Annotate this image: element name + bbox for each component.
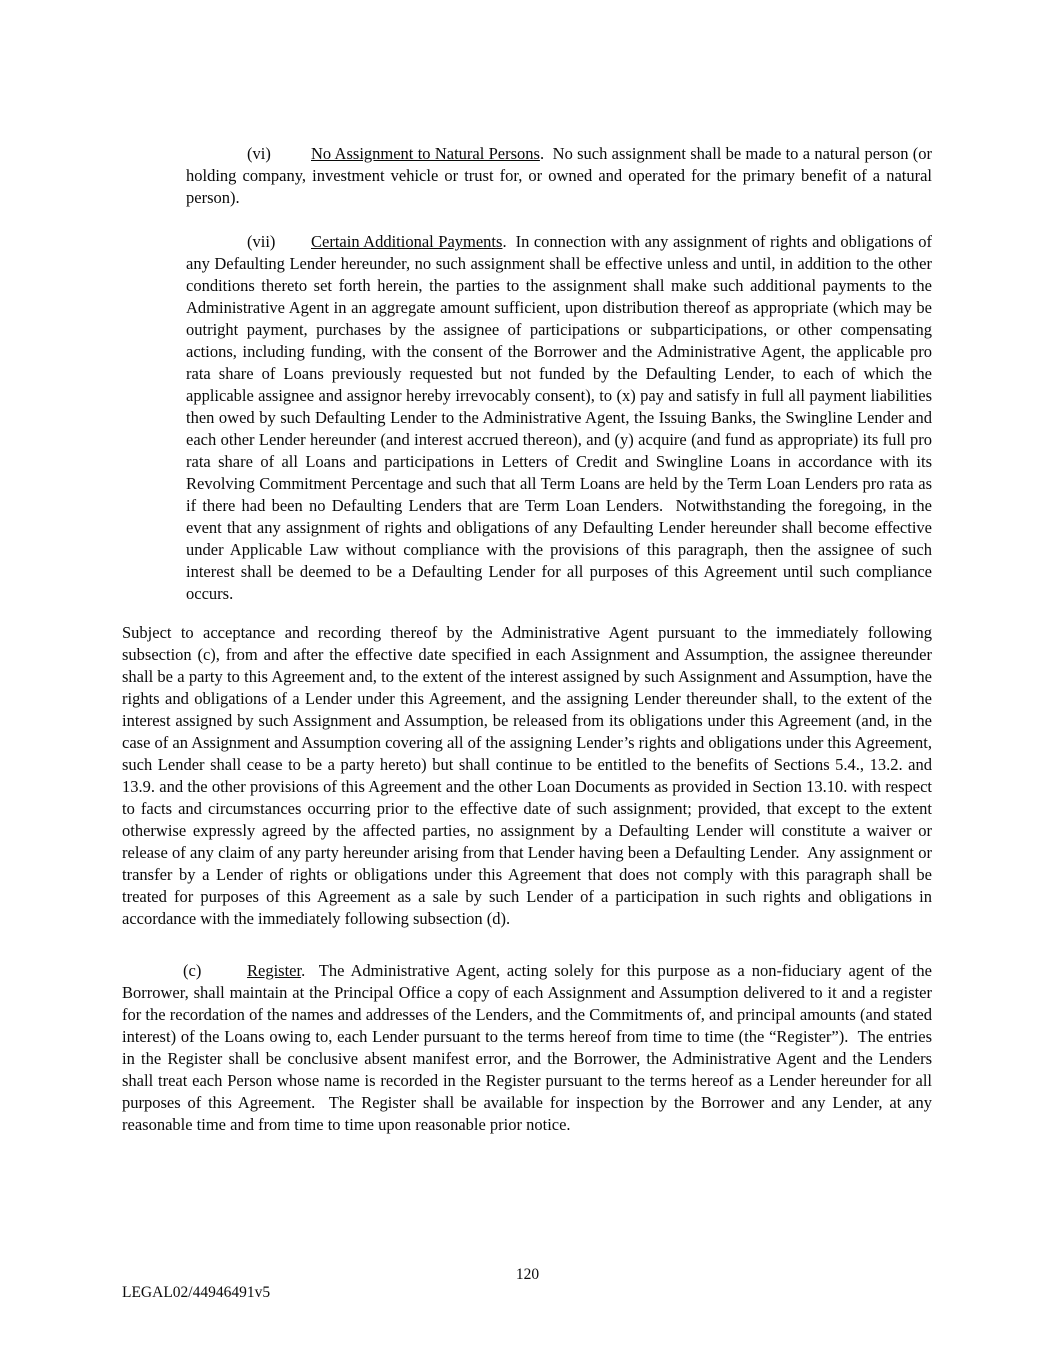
paragraph-c-label: (c) <box>183 961 202 980</box>
paragraph-vi-label: (vi) <box>247 144 271 163</box>
paragraph-c <box>122 960 932 1136</box>
page-number: 120 <box>515 1266 540 1283</box>
paragraph-vi-text: . No such assignment shall be made to a natural person (or holding company, investment vehicle or trust for, or owned and operated for the primary benefit of a natural person). <box>186 144 932 207</box>
page-body <box>122 143 932 1136</box>
paragraph-c-heading: Register <box>247 961 302 980</box>
paragraph-vii <box>186 231 932 605</box>
paragraph-vii-heading: Certain Additional Payments <box>311 232 503 251</box>
paragraph-c-text: . The Administrative Agent, acting solely for this purpose as a non-fiduciary agent of the Borrower, shall maintain at the Principal Office a copy of each Assignment and Assumption delivered to it and a register for the recordation of the names and addresses of the Lenders, and the Commitments of, and principal amounts (and stated interest) of the Loans owing to, each Lender pursuant to the terms hereof from time to time (the “Register”). The entries in the Register shall be conclusive absent manifest error, and the Borrower, the Administrative Agent and the Lenders shall treat each Person whose name is recorded in the Register pursuant to the terms hereof as a Lender hereunder for all purposes of this Agreement. The Register shall be available for inspection by the Borrower and any Lender, at any reasonable time and from time to time upon reasonable prior notice. <box>122 961 932 1134</box>
paragraph-subject <box>122 622 932 930</box>
paragraph-vi <box>186 143 932 209</box>
paragraph-vii-label: (vii) <box>247 232 276 251</box>
paragraph-vii-text: . In connection with any assignment of rights and obligations of any Defaulting Lender hereunder, no such assignment shall be effective unless and until, in addition to the other conditions thereto set forth herein, the parties to the assignment shall make such additional payments to the Administrative Agent in an aggregate amount sufficient, upon distribution thereof as appropriate (which may be outright payment, purchases by the assignee of participations or subparticipations, or other compensating actions, including funding, with the consent of the Borrower and the Administrative Agent, the applicable pro rata share of Loans previously requested but not funded by the Defaulting Lender, to each of which the applicable assignee and assignor hereby irrevocably consent), to (x) pay and satisfy in full all payment liabilities then owed by such Defaulting Lender to the Administrative Agent, the Issuing Banks, the Swingline Lender and each other Lender hereunder (and interest accrued thereon), and (y) acquire (and fund as appropriate) its full pro rata share of all Loans and participations in Letters of Credit and Swingline Loans in accordance with its Revolving Commitment Percentage and such that all Term Loans are held by the Term Loan Lenders pro rata as if there had been no Defaulting Lenders that are Term Loan Lenders. Notwithstanding the foregoing, in the event that any assignment of rights and obligations of any Defaulting Lender hereunder shall become effective under Applicable Law without compliance with the provisions of this paragraph, then the assignee of such interest shall be deemed to be a Defaulting Lender for all purposes of this Agreement until such compliance occurs. <box>186 232 932 603</box>
document-id: LEGAL02/44946491v5 <box>122 1284 271 1301</box>
paragraph-vi-heading: No Assignment to Natural Persons <box>311 144 540 163</box>
paragraph-subject-text: Subject to acceptance and recording thereof by the Administrative Agent pursuant to the immediately following subsection (c), from and after the effective date specified in each Assignment and Assumption, the assignee thereunder shall be a party to this Agreement and, to the extent of the interest assigned by such Assignment and Assumption, have the rights and obligations of a Lender under this Agreement, and the assigning Lender thereunder shall, to the extent of the interest assigned by such Assignment and Assumption, be released from its obligations under this Agreement (and, in the case of an Assignment and Assumption covering all of the assigning Lender’s rights and obligations under this Agreement, such Lender shall cease to be a party hereto) but shall continue to be entitled to the benefits of Sections 5.4., 13.2. and 13.9. and the other provisions of this Agreement and the other Loan Documents as provided in Section 13.10. with respect to facts and circumstances occurring prior to the effective date of such assignment; provided, that except to the extent otherwise expressly agreed by the affected parties, no assignment by a Defaulting Lender will constitute a waiver or release of any claim of any party hereunder arising from that Lender having been a Defaulting Lender. Any assignment or transfer by a Lender of rights or obligations under this Agreement that does not comply with this paragraph shall be treated for purposes of this Agreement as a sale by such Lender of a participation in such rights and obligations in accordance with the immediately following subsection (d). <box>122 623 932 928</box>
